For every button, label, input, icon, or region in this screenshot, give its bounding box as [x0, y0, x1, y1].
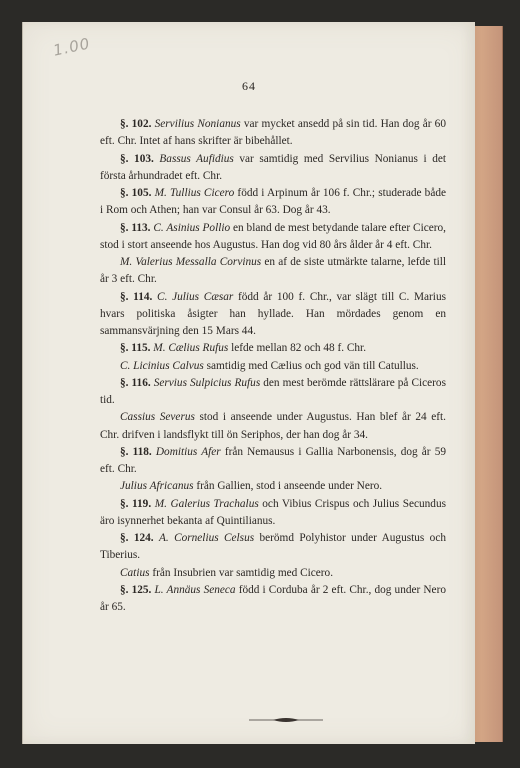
page-number: 64 — [242, 79, 256, 93]
entry-catius: Catius från Insubrien var samtidig med Cicero. — [120, 566, 334, 579]
entry-messalla: M. Valerius Messalla Corvinus en af de siste utmärkte talarne, lefde till år 3 eft. Chr. — [100, 256, 447, 286]
entry-114: §. 114. C. Julius Cæsar född år 100 f. Chr., var slägt till C. Marius hvars politiska åsigter han hyllade. Han mördades genom en sammansvärjning den 15 Mars 44. — [100, 290, 446, 337]
entry-116: §. 116. Servius Sulpicius Rufus den mest berömde rättslärare på Ciceros tid. — [100, 376, 446, 406]
entry-125: §. 125. L. Annäus Seneca född i Corduba år 2 eft. Chr., dog under Nero år 65. — [100, 583, 446, 613]
entry-119: §. 119. M. Galerius Trachalus och Vibius Crispus och Julius Secundus äro isynnerhet bekanta af Quintilianus. — [100, 497, 447, 527]
page-text — [100, 116, 446, 616]
entry-calvus: C. Licinius Calvus samtidig med Cælius och god vän till Catullus. — [120, 359, 419, 372]
entry-115: §. 115. M. Cælius Rufus lefde mellan 82 och 48 f. Chr. — [120, 342, 367, 355]
entry-severus: Cassius Severus stod i anseende under Augustus. Han blef år 24 eft. Chr. drifven i landsflykt till ön Seriphos, der han dog år 34. — [100, 411, 446, 441]
entry-113: §. 113. C. Asinius Pollio en bland de mest betydande talare efter Cicero, stod i stort anseende hos Augustus. Han dog vid 80 års ålder år 4 eft. Chr. — [100, 221, 446, 251]
book-page — [22, 22, 475, 744]
entry-124: §. 124. A. Cornelius Celsus berömd Polyhistor under Augustus och Tiberius. — [100, 532, 446, 562]
ornament-rule-icon — [249, 716, 323, 724]
pencil-note: 1.00 — [51, 34, 92, 60]
entry-102: §. 102. Servilius Nonianus var mycket ansedd på sin tid. Han dog år 60 eft. Chr. Intet af hans skrifter är bibehållet. — [100, 118, 446, 148]
entry-105: §. 105. M. Tullius Cicero född i Arpinum år 106 f. Chr.; studerade både i Rom och Athen; han var Consul år 63. Dog år 43. — [100, 187, 446, 217]
entry-118: §. 118. Domitius Afer från Nemausus i Gallia Narbonensis, dog år 59 eft. Chr. — [100, 445, 446, 475]
entry-africanus: Julius Africanus från Gallien, stod i anseende under Nero. — [120, 480, 383, 493]
entry-103: §. 103. Bassus Aufidius var samtidig med Servilius Nonianus i det första århundradet eft. Chr. — [100, 152, 446, 182]
